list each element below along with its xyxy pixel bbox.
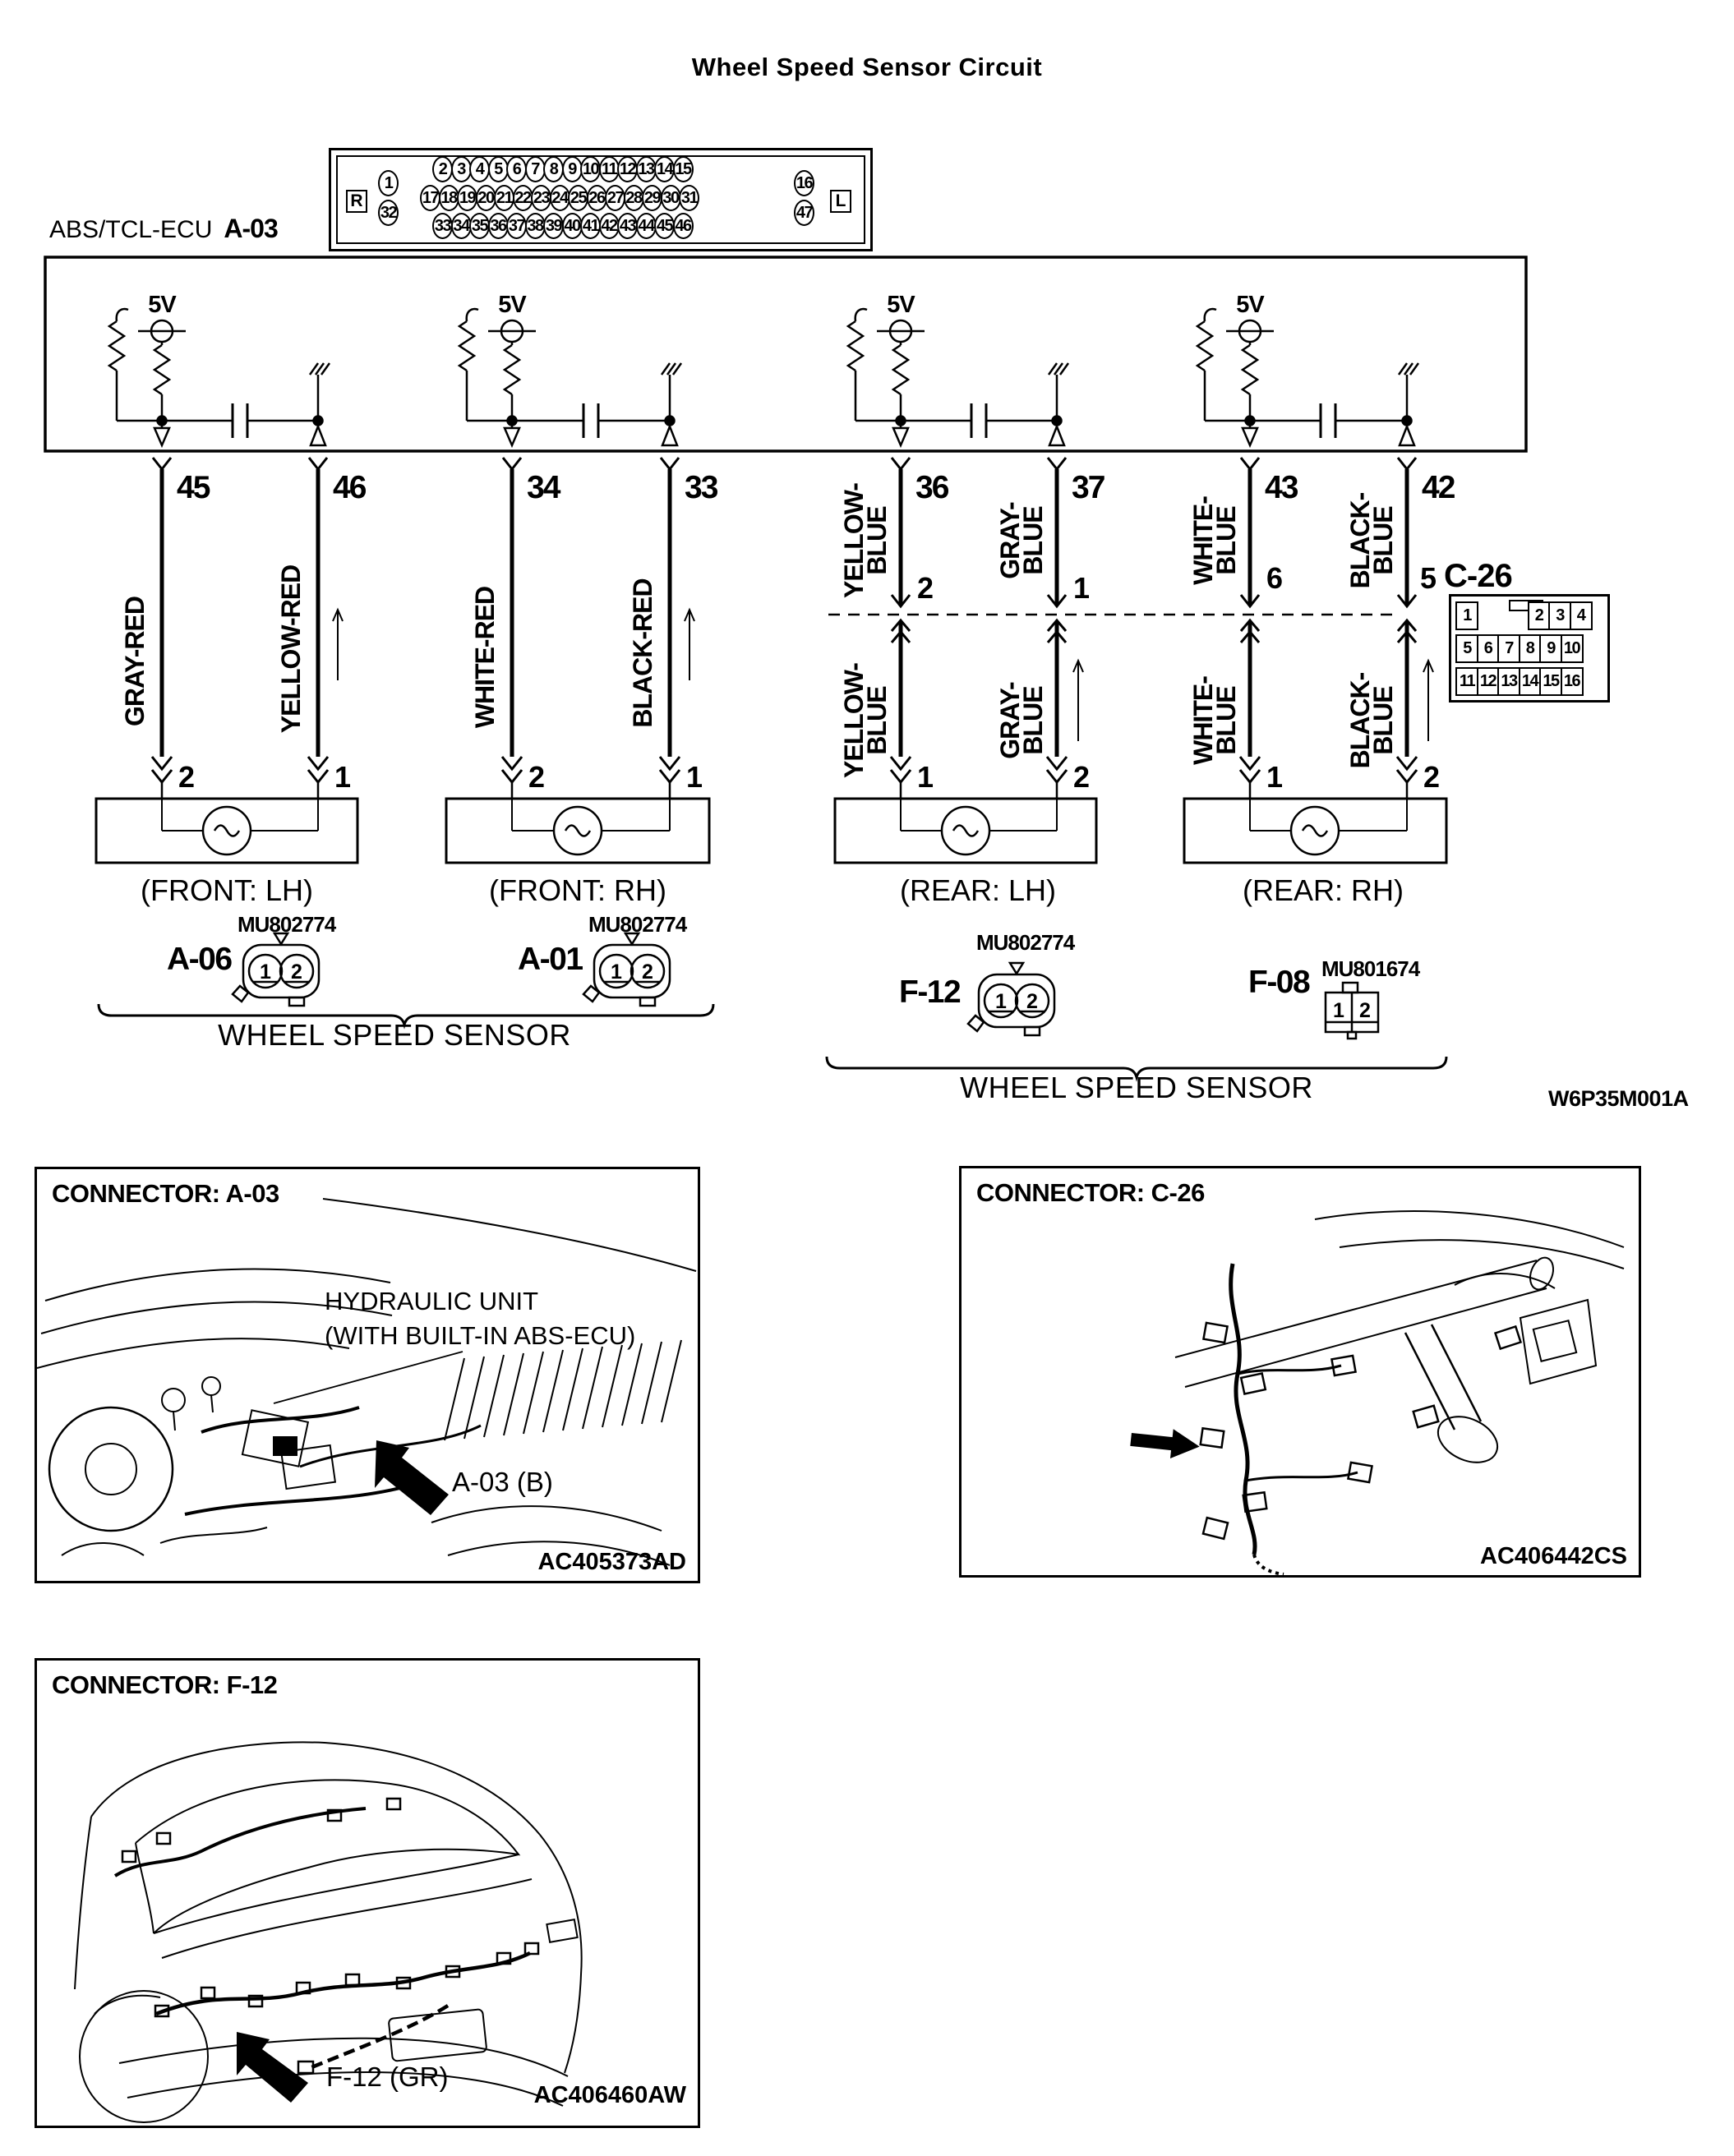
- sensor-front-rh: [446, 799, 709, 863]
- ecu-pin: 14: [654, 156, 675, 182]
- ecu-pin: 32: [378, 200, 399, 226]
- ecu-pin: 43: [617, 213, 638, 239]
- sensor-part-number: MU802774: [238, 912, 336, 937]
- harness-rear-rh: [1240, 458, 1433, 799]
- sensor-pin-number: 2: [528, 760, 544, 794]
- ecu-pin: 38: [525, 213, 546, 239]
- ecu-pin: 30: [661, 185, 681, 211]
- sensor-front-lh: [96, 799, 357, 863]
- wire-color-label: BLUE: [1368, 686, 1398, 755]
- sensor-connector-id: F-08: [1248, 965, 1310, 1000]
- sensor-pin-number: 1: [917, 760, 933, 794]
- c26-cavity: 8: [1519, 634, 1542, 663]
- wire-color-label: BLUE: [1368, 506, 1398, 575]
- ecu-pin: 17: [420, 185, 440, 211]
- c26-grid-row-3: [1455, 667, 1581, 696]
- c26-grid-row-2: [1455, 634, 1581, 663]
- ecu-pin: 15: [673, 156, 694, 182]
- wire-color-label: YELLOW-: [839, 663, 869, 778]
- c26-cavity: 1: [1455, 601, 1478, 630]
- ecu-pin: 10: [580, 156, 601, 182]
- wire-color-label: BLACK-: [1345, 492, 1375, 589]
- ecu-pin: 40: [562, 213, 583, 239]
- c26-cavity: 4: [1570, 601, 1593, 630]
- c26-pin-number: 5: [1420, 561, 1436, 595]
- ecu-circuit-front-lh: [109, 309, 330, 445]
- mini-pin: 2: [1026, 990, 1038, 1013]
- mini-pin: 1: [1333, 999, 1344, 1022]
- location-arrow: [1129, 1425, 1201, 1462]
- c26-cavity: 6: [1477, 634, 1500, 663]
- sensor-connector-id: A-06: [167, 942, 232, 977]
- harness-front-rh: [502, 458, 694, 799]
- sensor-group-label: WHEEL SPEED SENSOR: [960, 1071, 1313, 1104]
- c26-cavity: 15: [1539, 667, 1562, 696]
- panel-connector-a03: [35, 1167, 700, 1583]
- mini-pin: 1: [995, 990, 1007, 1013]
- mini-pin: 2: [642, 961, 653, 984]
- sensor-pin-number: 1: [686, 760, 702, 794]
- c26-cavity: 5: [1455, 634, 1478, 663]
- sensor-position-label: (REAR: LH): [899, 873, 1057, 907]
- ecu-pin: 2: [432, 156, 453, 182]
- panel-connector-c26: [959, 1166, 1641, 1578]
- c26-pin-number: 1: [1073, 571, 1089, 605]
- callout-line-1: HYDRAULIC UNIT: [325, 1287, 539, 1315]
- supply-label: 5V: [498, 292, 526, 318]
- ecu-pin: 20: [476, 185, 496, 211]
- ecu-pin: 45: [654, 213, 675, 239]
- sensor-position-label: (REAR: RH): [1243, 873, 1404, 907]
- wire-color-label: BLUE: [1018, 506, 1048, 575]
- wire-color-label: WHITE-RED: [470, 586, 500, 729]
- connector-icon-a01: [583, 933, 670, 1006]
- ecu-pin-number: 34: [527, 470, 560, 505]
- wire-color-label: BLUE: [1211, 686, 1241, 755]
- illustration-code: AC406442CS: [1480, 1543, 1627, 1569]
- c26-cavity: 2: [1528, 601, 1551, 630]
- ecu-circuit-rear-lh: [848, 309, 1068, 445]
- c26-pin-number: 6: [1266, 561, 1282, 595]
- ecu-pin: 39: [543, 213, 564, 239]
- ecu-pin: 6: [506, 156, 527, 182]
- mini-pin: 1: [260, 961, 271, 984]
- mini-pin: 1: [611, 961, 622, 984]
- ecu-pin: 22: [513, 185, 533, 211]
- sensor-connector-id: A-01: [518, 942, 583, 977]
- ecu-pin: 11: [599, 156, 620, 182]
- ecu-pin: 21: [494, 185, 514, 211]
- c26-cavity: 13: [1497, 667, 1520, 696]
- harness-connectors: [122, 1799, 538, 2073]
- hydraulic-unit-callout: [325, 1284, 635, 1353]
- ecu-pin: 34: [451, 213, 472, 239]
- ecu-pin: 8: [543, 156, 564, 182]
- ecu-pin: 33: [432, 213, 453, 239]
- ecu-pin-number: 46: [333, 470, 366, 505]
- wire-color-label: BLACK-: [1345, 672, 1375, 769]
- ecu-pin-number: 33: [685, 470, 717, 505]
- ecu-pin: 29: [642, 185, 662, 211]
- c26-cavity: 16: [1561, 667, 1584, 696]
- supply-label: 5V: [887, 292, 915, 318]
- connector-pointer-label: A-03 (B): [452, 1467, 553, 1497]
- ecu-pin: 3: [451, 156, 472, 182]
- ecu-pin: 24: [550, 185, 570, 211]
- ecu-pin: 26: [587, 185, 607, 211]
- mini-pin: 2: [1359, 999, 1371, 1022]
- wire-color-label: BLUE: [1211, 506, 1241, 575]
- ecu-pin: 16: [794, 170, 814, 196]
- ecu-name: ABS/TCL-ECU: [49, 216, 213, 243]
- sensor-pin-number: 2: [1073, 760, 1089, 794]
- panel-title: CONNECTOR: A-03: [52, 1179, 279, 1208]
- wire-color-label: WHITE-: [1188, 676, 1218, 765]
- sensor-rear-lh: [835, 799, 1096, 863]
- ecu-pin: 36: [488, 213, 509, 239]
- ecu-pin: 46: [673, 213, 694, 239]
- sensor-pin-number: 2: [178, 760, 194, 794]
- ecu-pin: 4: [469, 156, 490, 182]
- harness-front-lh: [152, 458, 343, 799]
- document-code: W6P35M001A: [1548, 1086, 1689, 1111]
- c26-connector-grid: [1449, 594, 1610, 703]
- c26-cavity: 3: [1548, 601, 1571, 630]
- dashboard-illustration: [962, 1168, 1639, 1575]
- ecu-pin: 31: [679, 185, 699, 211]
- wire-color-label: GRAY-: [995, 682, 1025, 759]
- ecu-pin-number: 43: [1265, 470, 1298, 505]
- sensor-position-label: (FRONT: RH): [489, 873, 666, 907]
- ecu-pin: 12: [617, 156, 638, 182]
- wire-color-label: BLACK-RED: [628, 578, 657, 728]
- sensor-position-label: (FRONT: LH): [141, 873, 313, 907]
- ecu-pin: 7: [525, 156, 546, 182]
- sensor-pin-number: 1: [334, 760, 350, 794]
- sensor-group-label: WHEEL SPEED SENSOR: [218, 1018, 571, 1052]
- pinout-left-marker: L: [830, 190, 851, 213]
- ecu-circuit-rear-rh: [1197, 309, 1418, 445]
- ecu-pin: 44: [636, 213, 657, 239]
- connector-icon-a06: [233, 933, 319, 1006]
- connector-pointer-label: F-12 (GR): [326, 2062, 449, 2092]
- c26-cavity: 9: [1539, 634, 1562, 663]
- panel-title: CONNECTOR: C-26: [976, 1178, 1205, 1207]
- sensor-pin-number: 2: [1423, 760, 1439, 794]
- sensor-rear-rh: [1184, 799, 1446, 863]
- ecu-pin: 27: [605, 185, 625, 211]
- ecu-pin: 47: [794, 200, 814, 226]
- c26-cavity: 7: [1497, 634, 1520, 663]
- panel-connector-f12: [35, 1658, 700, 2128]
- ecu-box: [45, 257, 1526, 451]
- c26-cavity: 14: [1519, 667, 1542, 696]
- location-arrow: [375, 1440, 449, 1515]
- panel-title: CONNECTOR: F-12: [52, 1670, 278, 1699]
- ecu-pin-number: 36: [915, 470, 948, 505]
- pinout-right-marker: R: [346, 190, 367, 213]
- wire-color-label: BLUE: [1018, 686, 1048, 755]
- ecu-pin-number: 37: [1072, 470, 1105, 505]
- callout-line-2: (WITH BUILT-IN ABS-ECU): [325, 1321, 636, 1350]
- ecu-pin: 41: [580, 213, 601, 239]
- ecu-pin: 18: [439, 185, 459, 211]
- ecu-pin: 19: [457, 185, 477, 211]
- ecu-pin: 25: [568, 185, 588, 211]
- car-rear-illustration: [37, 1661, 698, 2126]
- ecu-pin: 9: [562, 156, 583, 182]
- ecu-pin: 23: [531, 185, 551, 211]
- c26-cavity: 11: [1455, 667, 1478, 696]
- c26-connector-label: C-26: [1444, 558, 1512, 594]
- wire-color-label: YELLOW-RED: [276, 564, 306, 734]
- page-title: Wheel Speed Sensor Circuit: [691, 53, 1043, 81]
- ecu-pin: 1: [378, 170, 399, 196]
- wire-color-label: YELLOW-: [839, 483, 869, 598]
- harness-rear-lh: [891, 458, 1083, 799]
- ecu-pin: 28: [624, 185, 644, 211]
- c26-cavity: 12: [1477, 667, 1500, 696]
- ecu-pin: 13: [636, 156, 657, 182]
- connector-icon-f12: [968, 963, 1054, 1035]
- sensor-connector-id: F-12: [899, 974, 961, 1010]
- ecu-pin-number: 45: [177, 470, 210, 505]
- wire-color-label: BLUE: [862, 686, 892, 755]
- sensor-part-number: MU801674: [1321, 956, 1420, 981]
- c26-grid-row-1: [1455, 601, 1590, 630]
- ecu-circuit-front-rh: [459, 309, 681, 445]
- mini-pin: 2: [291, 961, 302, 984]
- ecu-pin: 5: [488, 156, 509, 182]
- wire-color-label: BLUE: [862, 506, 892, 575]
- sensor-part-number: MU802774: [976, 930, 1075, 955]
- engine-bay-illustration: [37, 1169, 698, 1581]
- sensor-part-number: MU802774: [588, 912, 687, 937]
- ecu-pin-number: 42: [1422, 470, 1455, 505]
- ecu-pin: 37: [506, 213, 527, 239]
- ecu-pin: 42: [599, 213, 620, 239]
- ecu-pin: 35: [469, 213, 490, 239]
- wire-color-label: GRAY-: [995, 502, 1025, 579]
- illustration-code: AC405373AD: [537, 1549, 686, 1575]
- wire-color-label: WHITE-: [1188, 496, 1218, 585]
- c26-cavity: 10: [1561, 634, 1584, 663]
- illustration-code: AC406460AW: [533, 2082, 686, 2108]
- wire-color-label: GRAY-RED: [120, 597, 150, 726]
- supply-label: 5V: [148, 292, 176, 318]
- sensor-pin-number: 1: [1266, 760, 1282, 794]
- supply-label: 5V: [1236, 292, 1264, 318]
- ecu-connector-id: A-03: [224, 214, 278, 243]
- harness-connectors: [1201, 1323, 1521, 1539]
- c26-pin-number: 2: [917, 571, 933, 605]
